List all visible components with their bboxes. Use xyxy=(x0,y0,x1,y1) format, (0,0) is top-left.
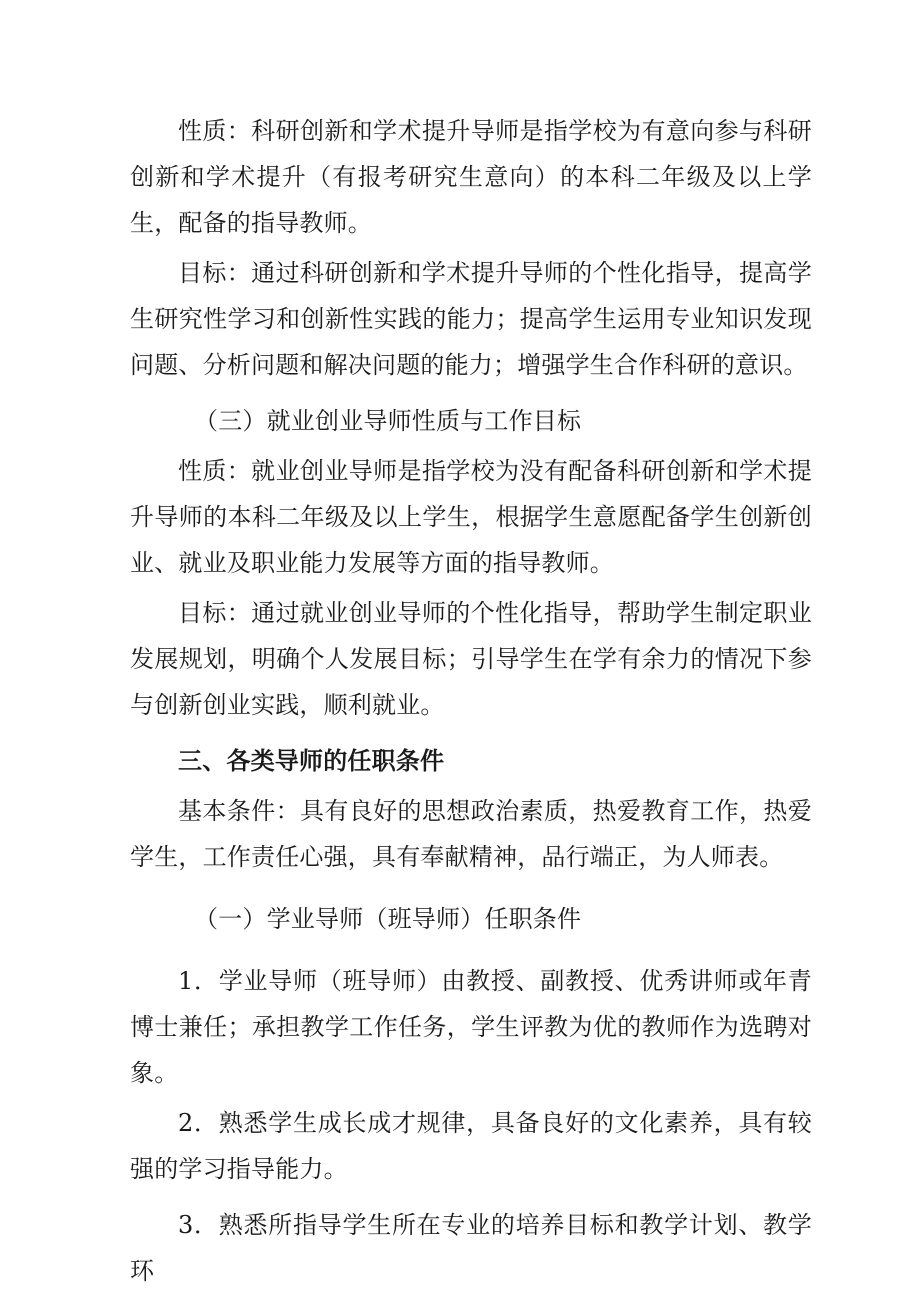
paragraph-career-mentor-nature: 性质：就业创业导师是指学校为没有配备科研创新和学术提升导师的本科二年级及以上学生，根据学生意愿配备学生创新创业、就业及职业能力发展等方面的指导教师。 xyxy=(130,457,812,577)
paragraph-research-mentor-goal: 目标：通过科研创新和学术提升导师的个性化指导，提高学生研究性学习和创新性实践的能力；提高学生运用专业知识发现问题、分析问题和解决问题的能力；增强学生合作科研的意识。 xyxy=(130,259,812,379)
list-item-condition-3: 3．熟悉所指导学生所在专业的培养目标和教学计划、教学环 xyxy=(130,1211,812,1285)
subheading-academic-mentor-conditions: （一）学业导师（班导师）任职条件 xyxy=(194,905,582,933)
paragraph-research-mentor-nature: 性质：科研创新和学术提升导师是指学校为有意向参与科研创新和学术提升（有报考研究生意向）的本科二年级及以上学生，配备的指导教师。 xyxy=(130,117,812,237)
paragraph-basic-conditions: 基本条件：具有良好的思想政治素质，热爱教育工作，热爱学生，工作责任心强，具有奉献精神，品行端正，为人师表。 xyxy=(130,797,812,871)
list-item-condition-2: 2．熟悉学生成长成才规律，具备良好的文化素养，具有较强的学习指导能力。 xyxy=(130,1109,812,1183)
paragraph-career-mentor-goal: 目标：通过就业创业导师的个性化指导，帮助学生制定职业发展规划，明确个人发展目标；引导学生在学有余力的情况下参与创新创业实践，顺利就业。 xyxy=(130,599,812,719)
subheading-career-mentor: （三）就业创业导师性质与工作目标 xyxy=(194,407,582,435)
list-item-condition-1: 1．学业导师（班导师）由教授、副教授、优秀讲师或年青博士兼任；承担教学工作任务，学生评教为优的教师作为选聘对象。 xyxy=(130,967,812,1087)
section-heading-qualifications: 三、各类导师的任职条件 xyxy=(178,747,445,775)
